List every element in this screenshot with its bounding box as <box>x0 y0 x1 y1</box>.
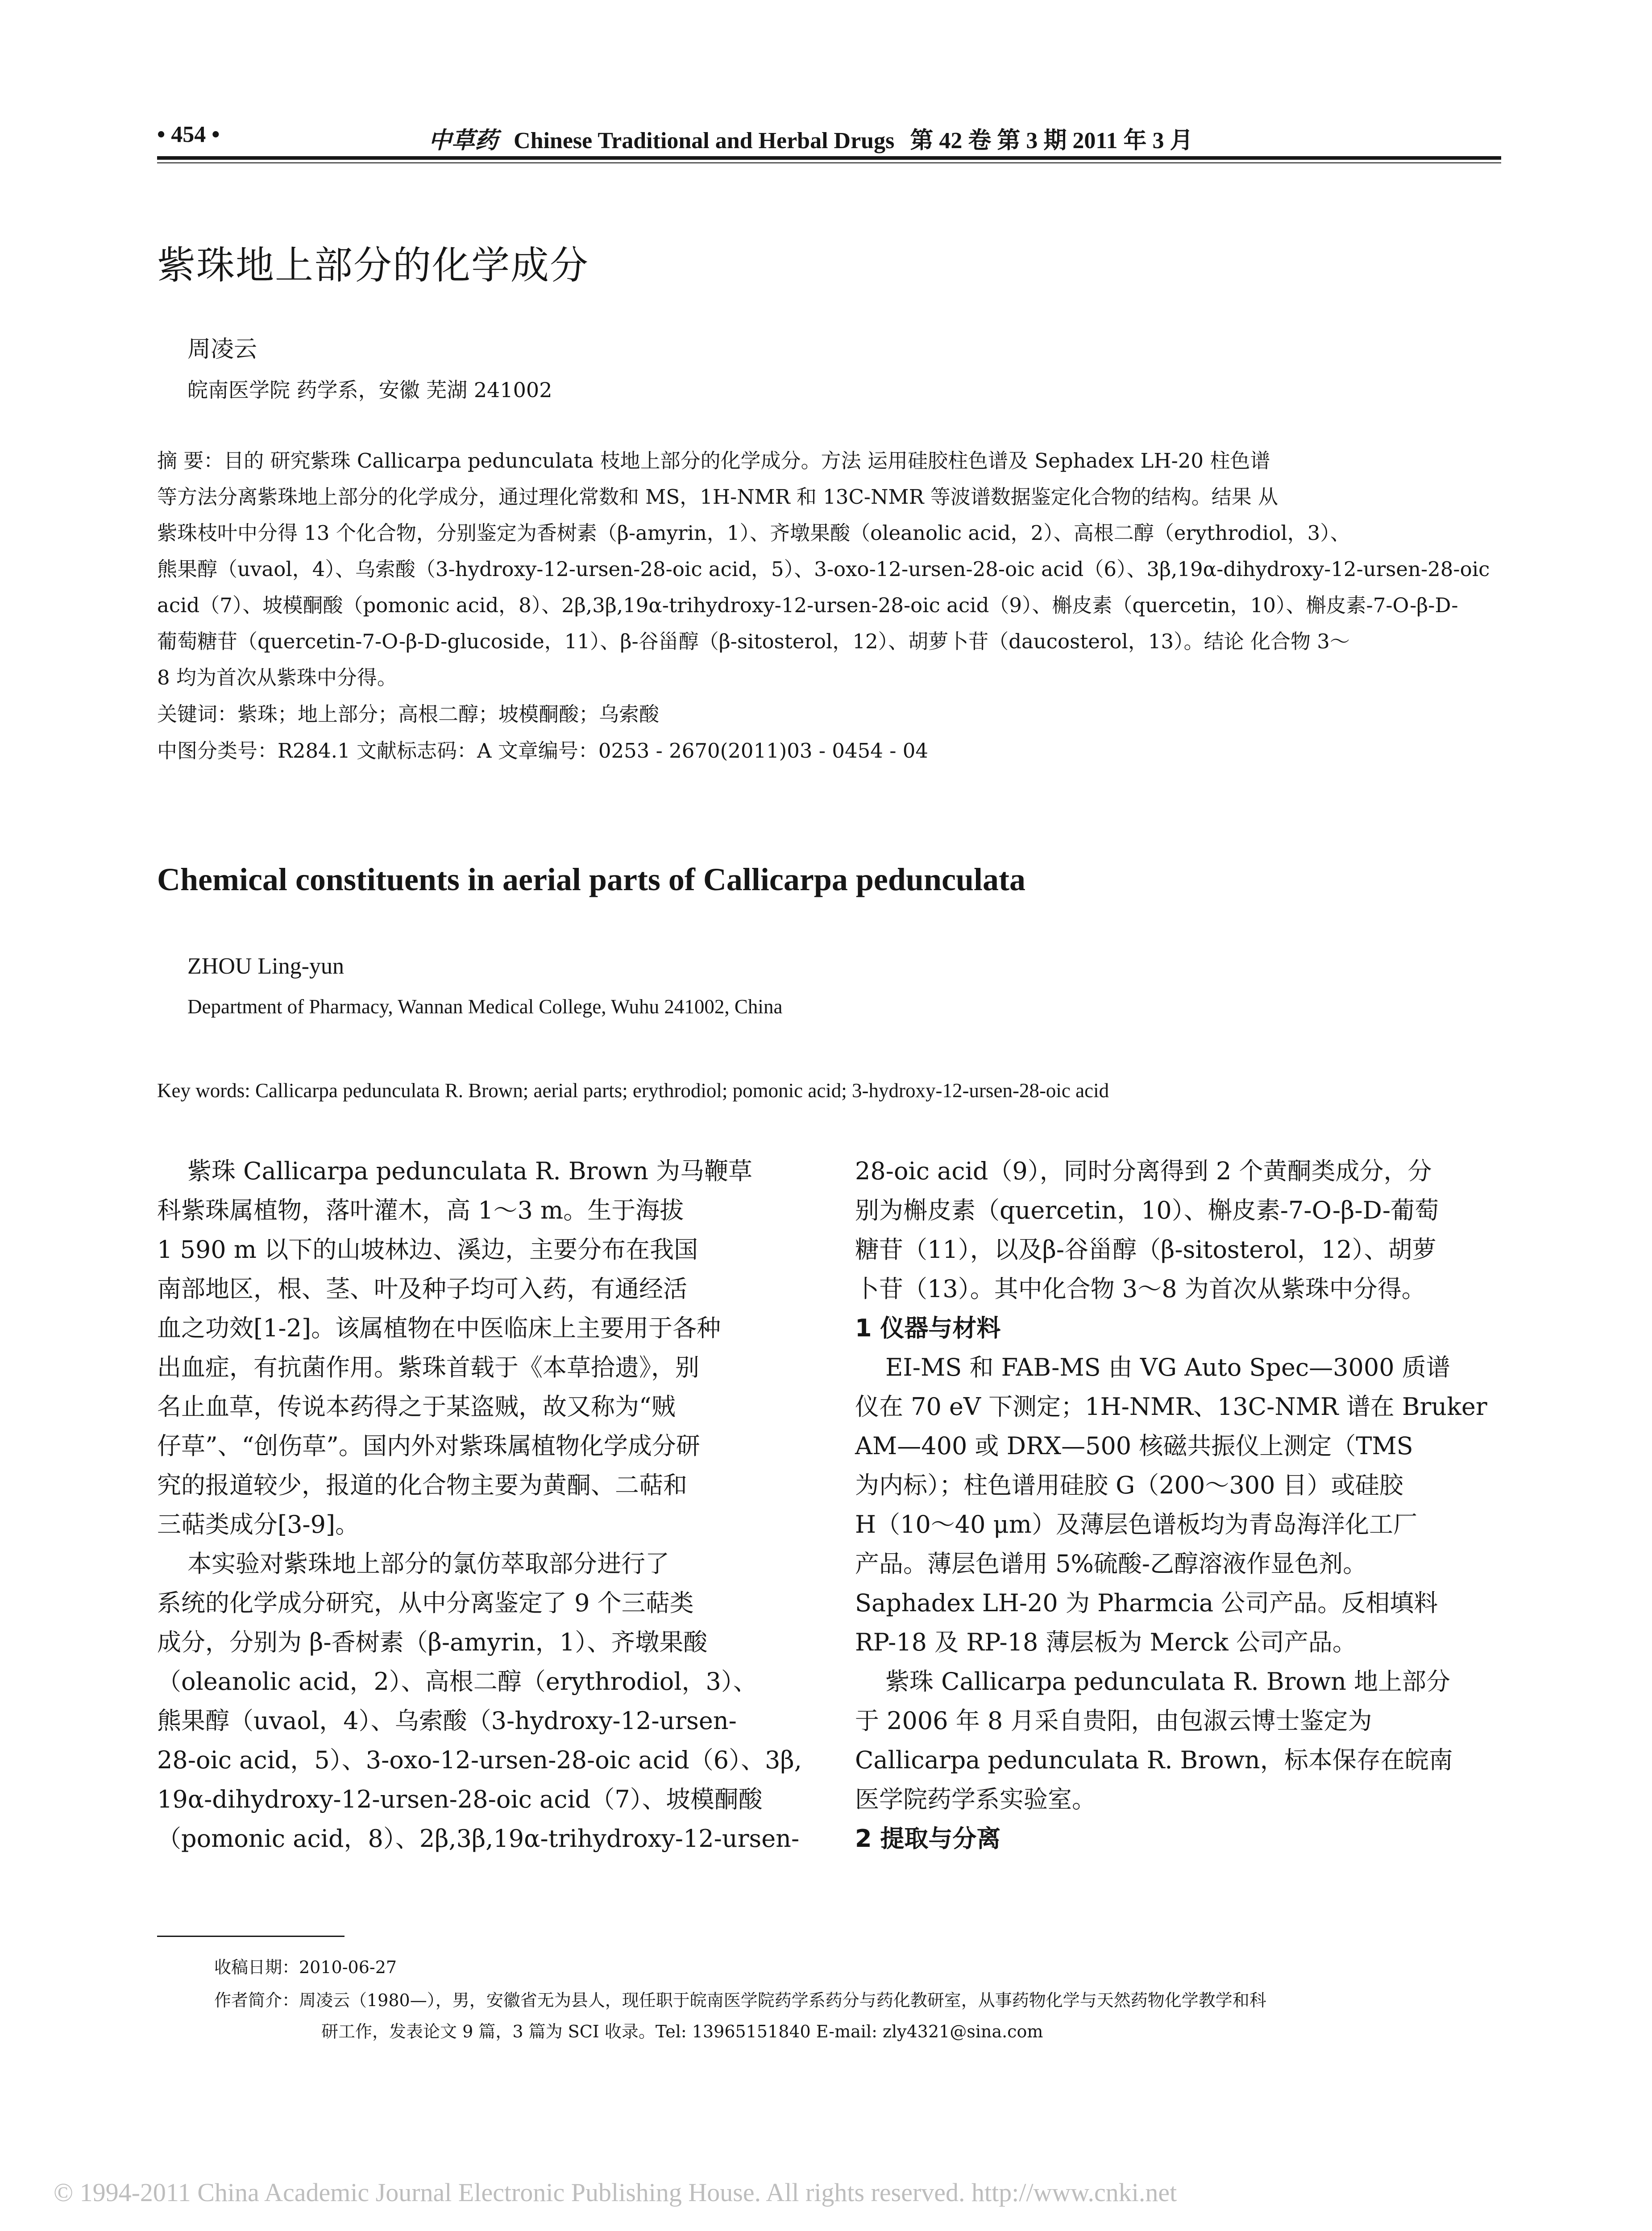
body-line: （pomonic acid，8）、2β,3β,19α-trihydroxy-12-ursen- <box>157 1825 800 1853</box>
abstract-line: 摘 要：目的 研究紫珠 Callicarpa pedunculata 枝地上部分的化学成分。方法 运用硅胶柱色谱及 Sephadex LH-20 柱色谱 <box>157 449 1270 473</box>
body-line: 成分，分别为 β-香树素（β-amyrin，1）、齐墩果酸 <box>157 1628 708 1656</box>
affiliation-en: Department of Pharmacy, Wannan Medical College, Wuhu 241002, China <box>187 995 783 1018</box>
body-line: 血之功效[1-2]。该属植物在中医临床上主要用于各种 <box>157 1314 721 1342</box>
section-heading-materials: 1 仪器与材料 <box>855 1314 1001 1342</box>
body-line: 南部地区，根、茎、叶及种子均可入药，有通经活 <box>157 1275 687 1303</box>
footnote-rule <box>157 1936 345 1937</box>
body-line: 糖苷（11），以及β-谷甾醇（β-sitosterol，12）、胡萝 <box>855 1236 1436 1264</box>
body-line: 本实验对紫珠地上部分的氯仿萃取部分进行了 <box>187 1550 669 1578</box>
body-line: AM—400 或 DRX—500 核磁共振仪上测定（TMS <box>855 1432 1413 1460</box>
copyright-notice: © 1994-2011 China Academic Journal Electronic Publishing House. All rights reserved. http://www.cnki.net <box>54 2178 1177 2207</box>
header-rule-thin <box>157 162 1501 163</box>
abstract-line: 葡萄糖苷（quercetin-7-O-β-D-glucoside，11）、β-谷甾醇（β-sitosterol，12）、胡萝卜苷（daucosterol，13）。结论 化合物 3～ <box>157 630 1350 653</box>
body-line: 紫珠 Callicarpa pedunculata R. Brown 地上部分 <box>885 1667 1451 1696</box>
footnote-author-bio-cont: 研工作，发表论文 9 篇，3 篇为 SCI 收录。Tel: 13965151840 E-mail: zly4321@sina.com <box>321 2022 1043 2041</box>
body-line: 究的报道较少，报道的化合物主要为黄酮、二萜和 <box>157 1471 687 1499</box>
body-line: 于 2006 年 8 月采自贵阳，由包淑云博士鉴定为 <box>855 1707 1372 1735</box>
keywords-cn: 关键词：紫珠；地上部分；高根二醇；坡模酮酸；乌索酸 <box>157 702 660 726</box>
journal-name-en: Chinese Traditional and Herbal Drugs <box>514 128 895 153</box>
article-title-cn: 紫珠地上部分的化学成分 <box>157 243 589 288</box>
body-line: RP-18 及 RP-18 薄层板为 Merck 公司产品。 <box>855 1628 1357 1656</box>
body-line: 三萜类成分[3-9]。 <box>157 1510 360 1538</box>
body-line: 仪在 70 eV 下测定；1H-NMR、13C-NMR 谱在 Bruker <box>855 1393 1487 1421</box>
abstract-line: 8 均为首次从紫珠中分得。 <box>157 666 397 689</box>
journal-name-cn: 中草药 <box>428 127 498 154</box>
body-line: 系统的化学成分研究，从中分离鉴定了 9 个三萜类 <box>157 1589 694 1617</box>
header-rule <box>157 156 1501 160</box>
article-title-en: Chemical constituents in aerial parts of Callicarpa pedunculata <box>157 862 1025 897</box>
abstract-line: 熊果醇（uvaol，4）、乌索酸（3-hydroxy-12-ursen-28-oic acid，5）、3-oxo-12-ursen-28-oic acid（6）、3β,19α-dihydroxy-12-ursen-28-oic <box>157 557 1490 581</box>
body-line: EI-MS 和 FAB-MS 由 VG Auto Spec—3000 质谱 <box>885 1353 1450 1381</box>
section-heading-extraction: 2 提取与分离 <box>855 1825 1001 1853</box>
footnote-author-bio: 作者简介：周凌云（1980—），男，安徽省无为县人，现任职于皖南医学院药学系药分与药化教研室，从事药物化学与天然药物化学教学和科 <box>214 1990 1266 2010</box>
body-line: 科紫珠属植物，落叶灌木，高 1～3 m。生于海拔 <box>157 1196 684 1224</box>
abstract-line: 紫珠枝叶中分得 13 个化合物，分别鉴定为香树素（β-amyrin，1）、齐墩果酸（oleanolic acid，2）、高根二醇（erythrodiol，3）、 <box>157 521 1350 545</box>
body-line: 19α-dihydroxy-12-ursen-28-oic acid（7）、坡模酮酸 <box>157 1785 763 1813</box>
journal-issue: 第 42 卷 第 3 期 2011 年 3 月 <box>910 128 1193 153</box>
body-line: 出血症，有抗菌作用。紫珠首载于《本草拾遗》，别 <box>157 1353 699 1381</box>
journal-header <box>428 121 1203 155</box>
body-line: Saphadex LH-20 为 Pharmcia 公司产品。反相填料 <box>855 1589 1438 1617</box>
body-line: 产品。薄层色谱用 5%硫酸-乙醇溶液作显色剂。 <box>855 1550 1367 1578</box>
affiliation-cn: 皖南医学院 药学系，安徽 芜湖 241002 <box>187 378 552 402</box>
abstract-line: 等方法分离紫珠地上部分的化学成分，通过理化常数和 MS，1H-NMR 和 13C-NMR 等波谱数据鉴定化合物的结构。结果 从 <box>157 485 1278 509</box>
body-line: H（10～40 μm）及薄层色谱板均为青岛海洋化工厂 <box>855 1510 1417 1538</box>
classification-line: 中图分类号：R284.1 文献标志码：A 文章编号：0253 - 2670(2011)03 - 0454 - 04 <box>157 739 928 763</box>
author-cn: 周凌云 <box>187 336 257 363</box>
body-line: 卜苷（13）。其中化合物 3～8 为首次从紫珠中分得。 <box>855 1275 1426 1303</box>
body-line: 熊果醇（uvaol，4）、乌索酸（3-hydroxy-12-ursen- <box>157 1707 737 1735</box>
body-line: 28-oic acid（9），同时分离得到 2 个黄酮类成分，分 <box>855 1157 1432 1185</box>
body-line: 医学院药学系实验室。 <box>855 1785 1096 1813</box>
body-line: Callicarpa pedunculata R. Brown，标本保存在皖南 <box>855 1746 1453 1774</box>
body-line: 1 590 m 以下的山坡林边、溪边，主要分布在我国 <box>157 1236 698 1264</box>
body-line: 名止血草，传说本药得之于某盗贼，故又称为“贼 <box>157 1393 676 1421</box>
footnote-received: 收稿日期：2010-06-27 <box>214 1957 397 1977</box>
body-line: 仔草”、“创伤草”。国内外对紫珠属植物化学成分研 <box>157 1432 700 1460</box>
author-en: ZHOU Ling-yun <box>187 954 344 979</box>
body-line: （oleanolic acid，2）、高根二醇（erythrodiol，3）、 <box>157 1667 757 1696</box>
keywords-en: Key words: Callicarpa pedunculata R. Brown; aerial parts; erythrodiol; pomonic acid; 3-hydroxy-12-ursen-28-oic acid <box>157 1079 1109 1102</box>
body-line: 紫珠 Callicarpa pedunculata R. Brown 为马鞭草 <box>187 1157 753 1185</box>
page-number: • 454 • <box>157 122 220 147</box>
body-line: 28-oic acid，5）、3-oxo-12-ursen-28-oic acid（6）、3β, <box>157 1746 802 1774</box>
body-line: 别为槲皮素（quercetin，10）、槲皮素-7-O-β-D-葡萄 <box>855 1196 1439 1224</box>
body-line: 为内标）；柱色谱用硅胶 G（200～300 目）或硅胶 <box>855 1471 1403 1499</box>
abstract-line: acid（7）、坡模酮酸（pomonic acid，8）、2β,3β,19α-trihydroxy-12-ursen-28-oic acid（9）、槲皮素（quercetin，10）、槲皮素-7-O-β-D- <box>157 593 1458 617</box>
